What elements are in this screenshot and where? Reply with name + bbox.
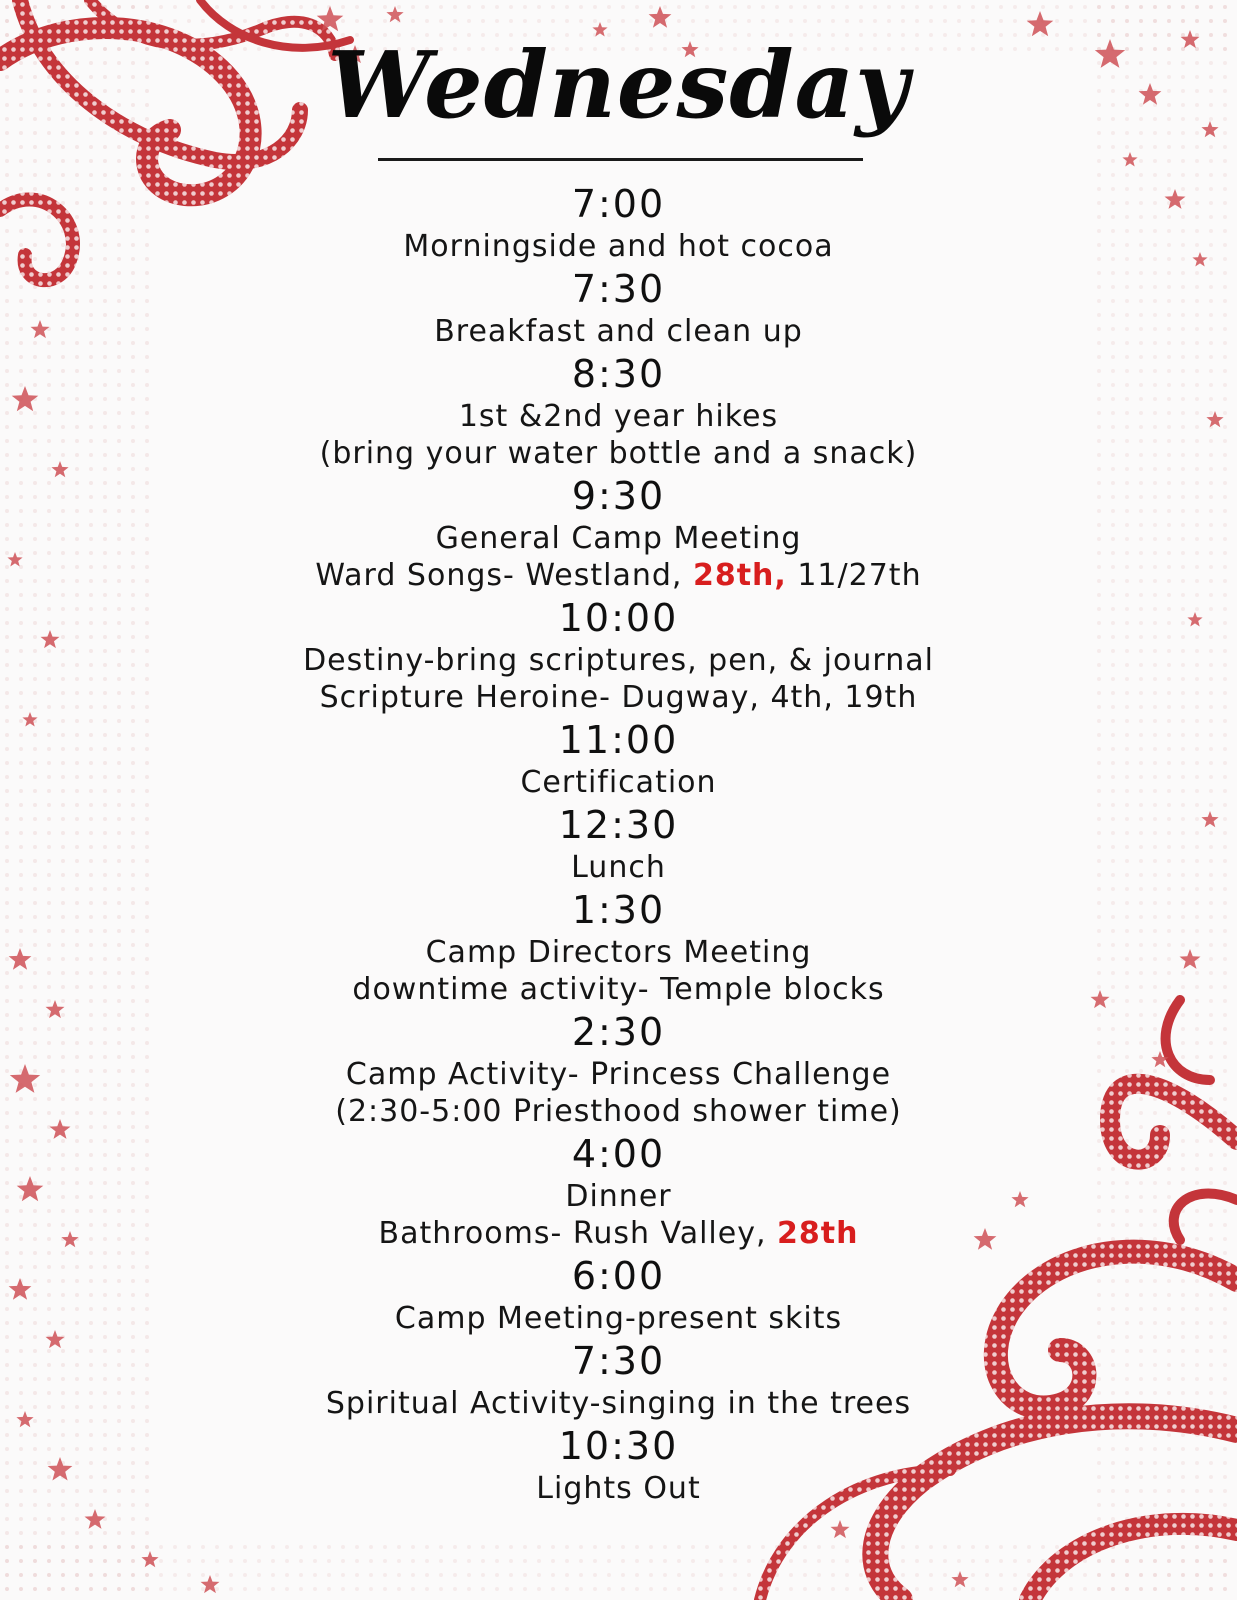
highlighted-ward: 28th,: [692, 558, 787, 593]
schedule-description: Camp Activity- Princess Challenge: [345, 1057, 892, 1092]
schedule-description: (2:30-5:00 Priesthood shower time): [335, 1094, 902, 1129]
description-text: Bathrooms- Rush Valley,: [378, 1216, 778, 1251]
schedule-time: 11:00: [558, 718, 679, 762]
schedule-entry: [0, 886, 1237, 1008]
schedule-time: 7:30: [571, 1339, 666, 1383]
schedule-time: 2:30: [571, 1010, 666, 1054]
schedule-entry: [0, 1337, 1237, 1422]
schedule-description: Dinner: [565, 1179, 672, 1214]
schedule-entry: [0, 180, 1237, 265]
schedule-description: [0, 1215, 1237, 1252]
schedule-time: 8:30: [571, 352, 666, 396]
schedule-list: [0, 180, 1237, 1507]
schedule-description: Spiritual Activity-singing in the trees: [325, 1386, 912, 1421]
description-text: Ward Songs- Westland,: [315, 558, 693, 593]
description-text: 11/27th: [786, 558, 922, 593]
schedule-entry: [0, 594, 1237, 716]
schedule-entry: [0, 265, 1237, 350]
schedule-entry: [0, 1252, 1237, 1337]
title-underline: [378, 158, 863, 161]
page-title: Wednesday: [327, 31, 910, 139]
schedule-description: General Camp Meeting: [435, 521, 802, 556]
schedule-entry: [0, 1422, 1237, 1507]
schedule-description: Camp Meeting-present skits: [394, 1301, 843, 1336]
schedule-description: Certification: [520, 765, 717, 800]
schedule-time: 6:00: [571, 1254, 666, 1298]
schedule-time: 7:30: [571, 267, 666, 311]
schedule-entry: [0, 1130, 1237, 1252]
schedule-description: Lights Out: [536, 1471, 701, 1506]
schedule-description: (bring your water bottle and a snack): [319, 436, 918, 471]
schedule-description: 1st &2nd year hikes: [458, 399, 779, 434]
schedule-time: 12:30: [558, 803, 679, 847]
schedule-entry: [0, 472, 1237, 594]
schedule-time: 7:00: [571, 182, 666, 226]
schedule-entry: [0, 350, 1237, 472]
schedule-time: 10:30: [558, 1424, 679, 1468]
schedule-entry: [0, 716, 1237, 801]
schedule-entry: [0, 801, 1237, 886]
schedule-time: 4:00: [571, 1132, 666, 1176]
schedule-description: Scripture Heroine- Dugway, 4th, 19th: [319, 680, 918, 715]
schedule-entry: [0, 1008, 1237, 1130]
schedule-time: 1:30: [571, 888, 666, 932]
schedule-description: [0, 557, 1237, 594]
schedule-time: 10:00: [558, 596, 679, 640]
schedule-description: Camp Directors Meeting: [425, 935, 812, 970]
star-icon: [831, 1520, 850, 1538]
schedule-description: Morningside and hot cocoa: [403, 229, 834, 264]
schedule-description: downtime activity- Temple blocks: [352, 972, 885, 1007]
highlighted-ward: 28th: [777, 1216, 859, 1251]
schedule-time: 9:30: [571, 474, 666, 518]
schedule-description: Lunch: [571, 850, 666, 885]
schedule-description: Destiny-bring scriptures, pen, & journal: [303, 643, 934, 678]
schedule-description: Breakfast and clean up: [434, 314, 803, 349]
